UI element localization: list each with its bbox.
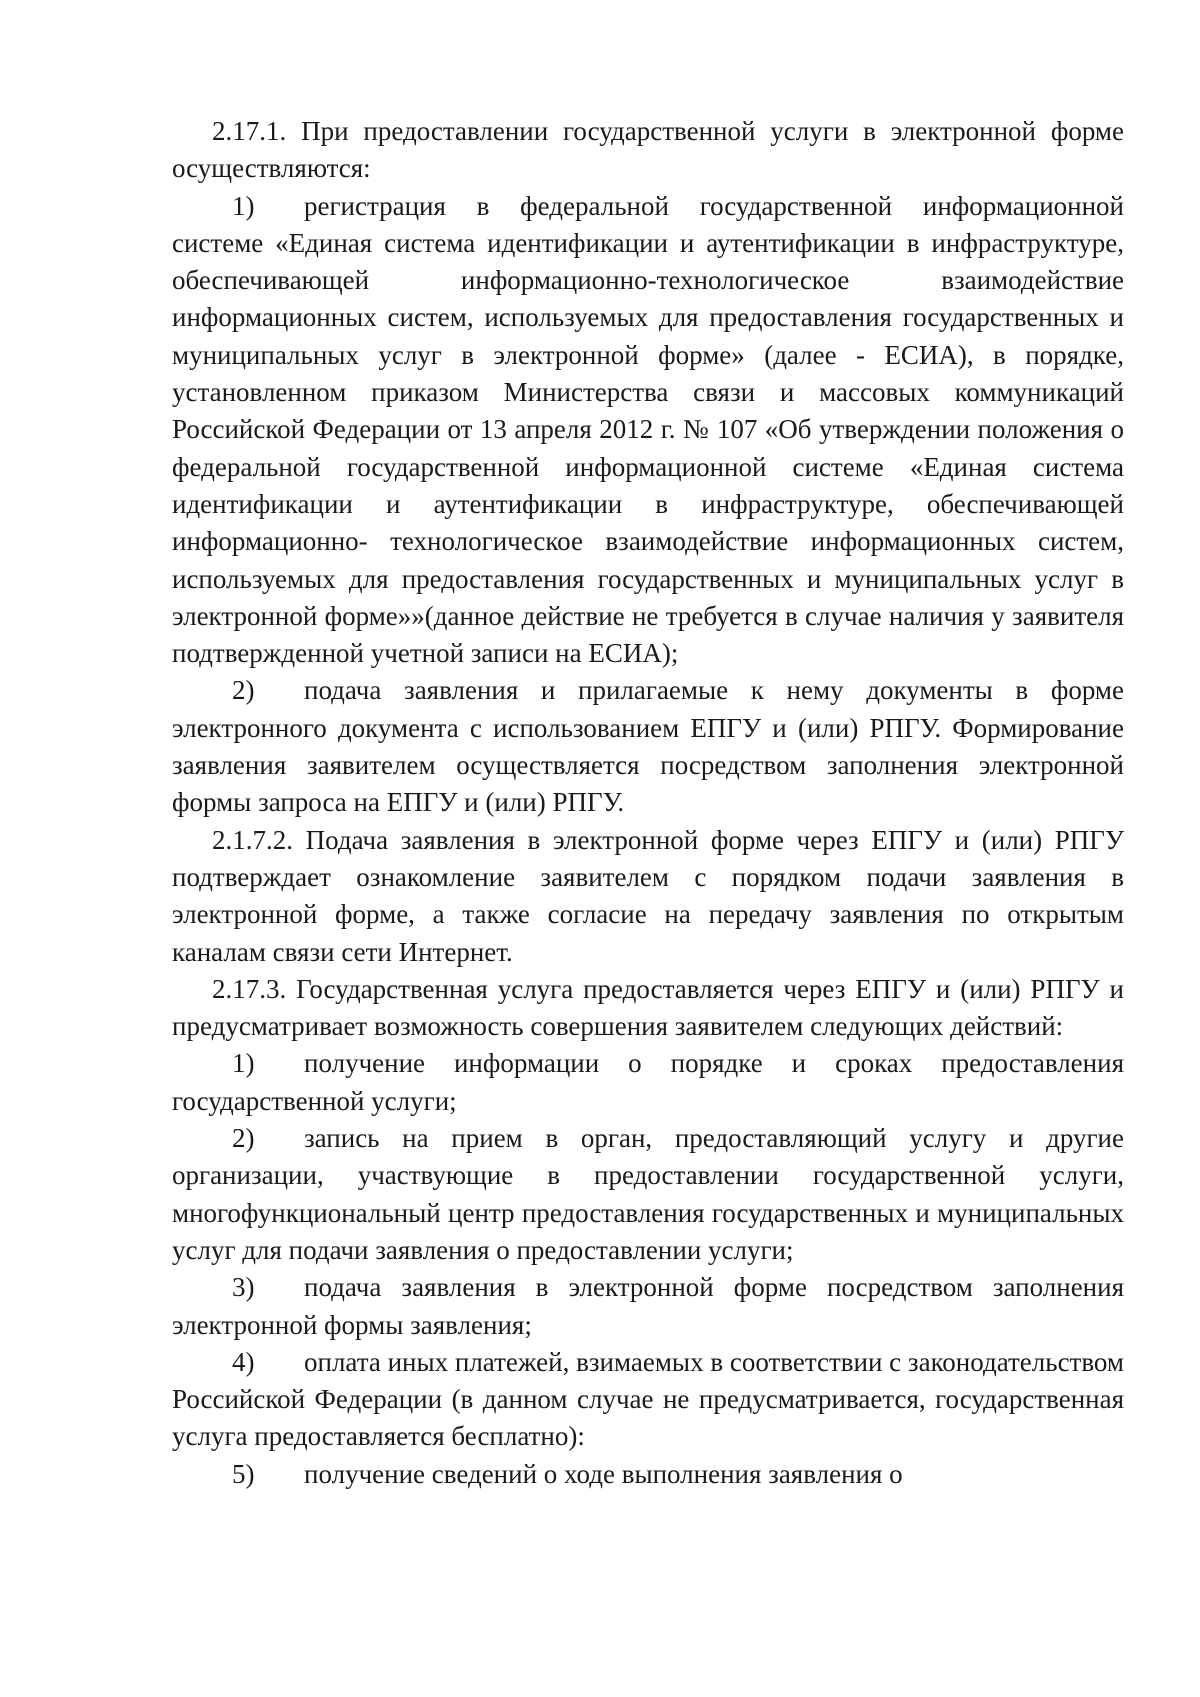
- item-text: регистрация в федеральной государственной информационной системе «Единая система идентификации и аутентификации в инфраструктуре, обеспечивающей информационно-технологическое взаимодействие информационных систем, используемых для предоставления государственных и муниципальных услуг в электронной форме» (далее - ЕСИА), в порядке, установленном приказом Министерства связи и массовых коммуникаций Российской Федерации от 13 апреля 2012 г. № 107 «Об утверждении положения о федеральной государственной информационной системе «Единая система идентификации и аутентификации в инфраструктуре, обеспечивающей информационно- технологическое взаимодействие информационных систем, используемых для предоставления государственных и муниципальных услуг в электронной форме»»(данное действие не требуется в случае наличия у заявителя подтвержденной учетной записи на ЕСИА);: [172, 190, 1124, 669]
- list-item-3-submission: [172, 1269, 1124, 1344]
- paragraph-text: 2.17.3. Государственная услуга предоставляется через ЕПГУ и (или) РПГУ и предусматривает возможность совершения заявителем следующих действий:: [172, 973, 1124, 1042]
- item-text: подача заявления и прилагаемые к нему документы в форме электронного документа с использованием ЕПГУ и (или) РПГУ. Формирование заявления заявителем осуществляется посредством заполнения электронной формы запроса на ЕПГУ и (или) РПГУ.: [172, 675, 1124, 818]
- paragraph-2-17-3: [172, 971, 1124, 1046]
- paragraph-text: 2.17.1. При предоставлении государственной услуги в электронной форме осуществляются:: [172, 116, 1124, 184]
- item-text: запись на прием в орган, предоставляющий услугу и другие организации, участвующие в предоставлении государственной услуги, многофункциональный центр предоставления государственных и муниципальных услуг для подачи заявления о предоставлении услуги;: [172, 1123, 1124, 1265]
- item-number: 3): [232, 1272, 255, 1303]
- item-number: 4): [232, 1346, 255, 1377]
- item-number: 2): [232, 675, 255, 706]
- list-item-1-information: [172, 1045, 1124, 1120]
- item-number: 2): [232, 1123, 255, 1154]
- item-text: подача заявления в электронной форме посредством заполнения электронной формы заявления;: [172, 1272, 1124, 1340]
- paragraph-2-1-7-2: [172, 822, 1124, 971]
- list-item-2-appointment: [172, 1120, 1124, 1269]
- list-item-2-application: [172, 672, 1124, 821]
- item-number: 1): [232, 1048, 255, 1079]
- item-text: получение информации о порядке и сроках предоставления государственной услуги;: [172, 1048, 1124, 1116]
- list-item-1-registration: [172, 188, 1124, 673]
- item-number: 1): [232, 190, 255, 221]
- list-item-4-payment: [172, 1344, 1124, 1456]
- document-page: [172, 113, 1124, 1493]
- item-text: получение сведений о ходе выполнения заявления о: [304, 1458, 903, 1489]
- item-number: 5): [232, 1458, 255, 1489]
- paragraph-text: 2.1.7.2. Подача заявления в электронной форме через ЕПГУ и (или) РПГУ подтверждает ознакомление заявителем с порядком подачи заявления в электронной форме, а также согласие на передачу заявления по открытым каналам связи сети Интернет.: [172, 824, 1124, 967]
- paragraph-2-17-1: [172, 113, 1124, 188]
- list-item-5-status: [172, 1456, 1124, 1493]
- item-text: оплата иных платежей, взимаемых в соответствии с законодательством Российской Федерации (в данном случае не предусматривается, государственная услуга предоставляется бесплатно):: [172, 1346, 1124, 1452]
